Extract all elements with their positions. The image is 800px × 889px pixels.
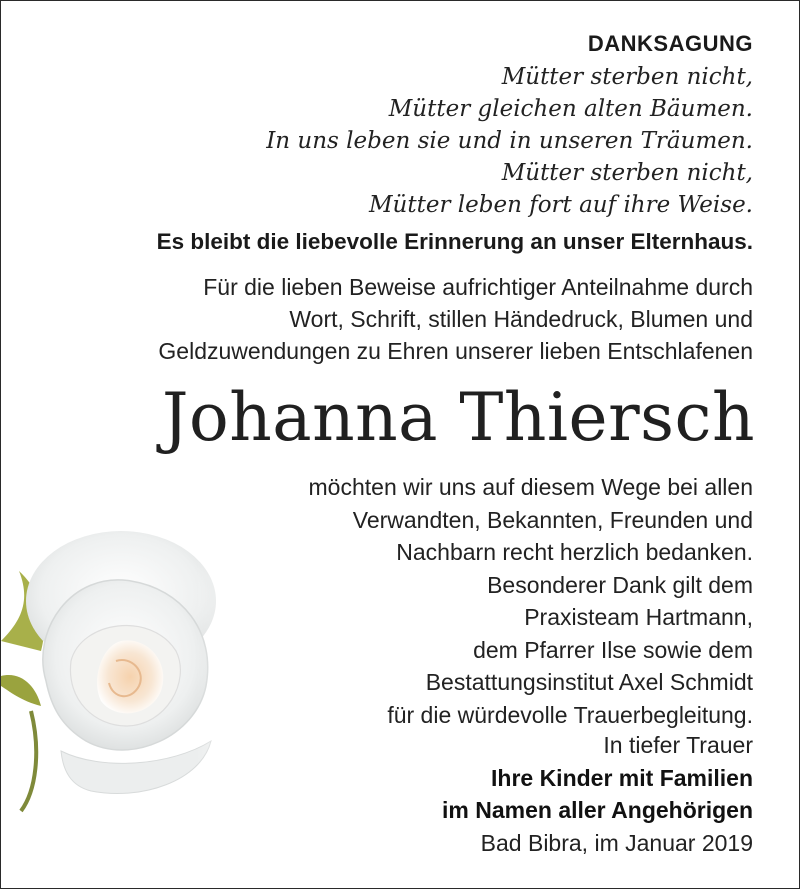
place-date: Bad Bibra, im Januar 2019 (480, 829, 753, 856)
poem-line: Mütter sterben nicht, (501, 160, 753, 186)
poem-line: Mütter sterben nicht, (501, 64, 753, 90)
thanks-line: Verwandten, Bekannten, Freunden und (352, 506, 753, 533)
poem-line: Mütter leben fort auf ihre Weise. (369, 192, 753, 218)
signature-line: Ihre Kinder mit Familien (491, 764, 753, 791)
thanks-line: Besonderer Dank gilt dem (487, 571, 753, 598)
intro-line: Für die lieben Beweise aufrichtiger Anteilnahme durch (203, 274, 753, 300)
thanks-line: für die würdevolle Trauerbegleitung. (387, 701, 753, 728)
poem-verse (266, 61, 753, 221)
intro-line: Geldzuwendungen zu Ehren unserer lieben Entschlafenen (158, 338, 753, 364)
poem-line: Mütter gleichen alten Bäumen. (388, 96, 753, 122)
intro-line: Wort, Schrift, stillen Händedruck, Blumen und (289, 306, 753, 332)
thanks-line: möchten wir uns auf diesem Wege bei allen (308, 474, 753, 500)
closing-signature (442, 729, 753, 859)
thanks-line: Nachbarn recht herzlich bedanken. (396, 539, 753, 565)
deceased-name: Johanna Thiersch (162, 379, 755, 456)
signature-line: im Namen aller Angehörigen (442, 797, 753, 823)
poem-line: In uns leben sie und in unseren Träumen. (266, 128, 753, 154)
thanks-paragraph (309, 471, 753, 731)
mourning-line: In tiefer Trauer (603, 732, 753, 758)
intro-paragraph (158, 271, 753, 367)
memory-line: Es bleibt die liebevolle Erinnerung an unser Elternhaus. (156, 229, 753, 254)
white-rose-icon (1, 511, 261, 886)
thanks-line: Bestattungsinstitut Axel Schmidt (425, 669, 753, 695)
notice-heading: DANKSAGUNG (587, 31, 753, 56)
thanks-line: dem Pfarrer Ilse sowie dem (473, 636, 753, 663)
thanks-line: Praxisteam Hartmann, (524, 604, 753, 630)
